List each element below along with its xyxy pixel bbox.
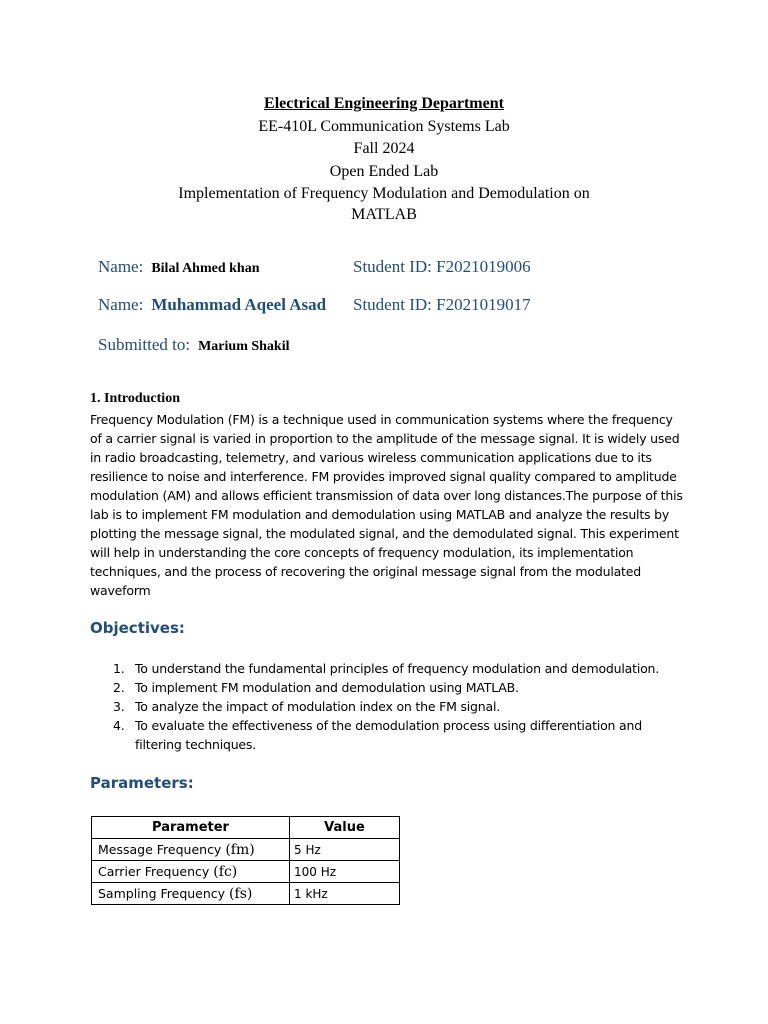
list-number: 4. [113, 718, 125, 733]
student-name: Muhammad Aqeel Asad [151, 295, 327, 314]
parameter-cell [92, 883, 290, 905]
submitted-to-name: Marium Shakil [198, 339, 290, 354]
column-header-value: Value [290, 817, 400, 839]
list-text: To understand the fundamental principles of frequency modulation and demodulation. [135, 661, 660, 676]
name-label: Name: [98, 295, 144, 314]
submitted-to-label: Submitted to: [98, 335, 191, 354]
list-text: To evaluate the effectiveness of the demodulation process using differentiation and filtering techniques. [135, 718, 642, 752]
parameters-table [91, 816, 400, 905]
department-title: Electrical Engineering Department [264, 95, 504, 112]
parameter-label: Message Frequency [98, 841, 222, 857]
parameter-symbol: (fs) [229, 885, 253, 902]
objectives-list [90, 659, 685, 754]
list-item [90, 697, 685, 716]
value-cell: 100 Hz [290, 861, 400, 883]
introduction-body: Frequency Modulation (FM) is a technique used in communication systems where the frequency of a carrier signal is varied in proportion to the amplitude of the message signal. It is widely used in radio broadcasting, telemetry, and various wireless communication applications due to its resilience to noise and interference. FM provides improved signal quality compared to amplitude modulation (AM) and allows efficient transmission of data over long distances.The purpose of this lab is to implement FM modulation and demodulation using MATLAB and analyze the results by plotting the message signal, the modulated signal, and the demodulated signal. This experiment will help in understanding the core concepts of frequency modulation, its implementation techniques, and the process of recovering the original message signal from the modulated waveform [90, 412, 683, 598]
list-number: 3. [113, 699, 125, 714]
student-id [353, 295, 531, 315]
list-number: 2. [113, 680, 125, 695]
list-number: 1. [113, 661, 125, 676]
list-item [90, 659, 685, 678]
course-title: EE-410L Communication Systems Lab [258, 117, 510, 135]
student-id-value: F2021019006 [436, 257, 531, 276]
introduction-heading: 1. Introduction [90, 391, 180, 406]
table-row [92, 883, 400, 905]
student-name: Bilal Ahmed khan [151, 261, 260, 276]
list-item [90, 678, 685, 697]
term: Fall 2024 [353, 140, 415, 157]
parameter-label: Carrier Frequency [98, 863, 210, 879]
student-row-1 [98, 257, 531, 277]
value-cell: 1 kHz [290, 883, 400, 905]
parameter-label: Sampling Frequency [98, 885, 226, 901]
table-header-row [92, 817, 400, 839]
list-text: To implement FM modulation and demodulation using MATLAB. [135, 680, 519, 695]
parameter-symbol: (fm) [225, 841, 255, 858]
student-id [353, 257, 531, 277]
column-header-parameter: Parameter [92, 817, 290, 839]
table-row [92, 861, 400, 883]
lab-title-line2: MATLAB [351, 206, 417, 223]
objectives-heading: Objectives: [90, 619, 185, 637]
list-item [90, 716, 685, 754]
parameter-cell [92, 839, 290, 861]
submitted-to-row [98, 335, 290, 355]
table-row [92, 839, 400, 861]
name-label: Name: [98, 257, 144, 276]
lab-title-line1: Implementation of Frequency Modulation and Demodulation on [178, 185, 590, 202]
document-header [0, 93, 768, 225]
student-id-label: Student ID: [353, 295, 432, 314]
list-text: To analyze the impact of modulation index on the FM signal. [135, 699, 501, 714]
student-id-label: Student ID: [353, 257, 432, 276]
student-row-2 [98, 295, 531, 315]
parameter-symbol: (fc) [213, 863, 238, 880]
value-cell: 5 Hz [290, 839, 400, 861]
student-id-value: F2021019017 [436, 295, 531, 314]
lab-type: Open Ended Lab [329, 162, 439, 180]
parameters-heading: Parameters: [90, 774, 194, 792]
parameter-cell [92, 861, 290, 883]
